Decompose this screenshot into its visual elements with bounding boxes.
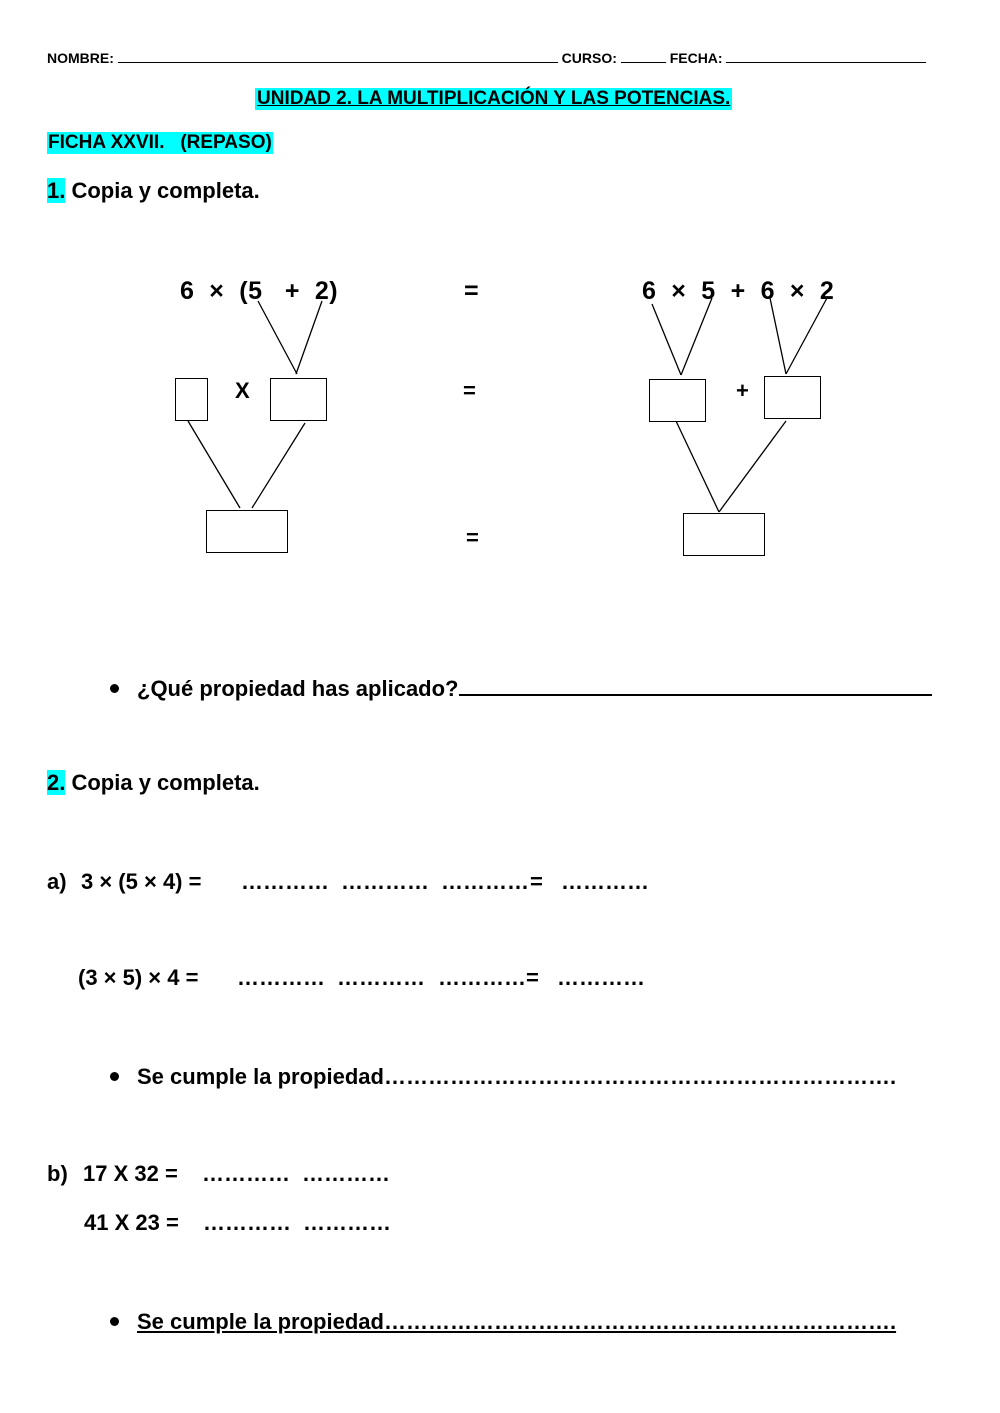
q1-equals-3: = — [466, 525, 479, 550]
q1-answer-box-sum[interactable] — [270, 378, 327, 421]
q2-a-line2-expr: (3 × 5) × 4 = — [78, 965, 199, 990]
q1-answer-box-left-result[interactable] — [206, 510, 288, 553]
q2-a-line1-dots-2[interactable]: ………… — [341, 869, 429, 894]
q1-times-sign: X — [235, 378, 250, 403]
q1-answer-box-right-result[interactable] — [683, 513, 765, 556]
q2-b-bullet-text[interactable]: Se cumple la propiedad……………………………………………………………. — [137, 1309, 897, 1334]
q1-bullet — [110, 672, 932, 702]
fecha-label: FECHA: — [669, 50, 723, 66]
q2-a-line2-dots-2[interactable]: ………… — [337, 965, 425, 990]
q1-answer-box-product-2[interactable] — [764, 376, 821, 419]
q2-a-label: a) — [47, 869, 67, 894]
q2-b-line2-dots-2[interactable]: ………… — [303, 1210, 391, 1235]
q1-plus-sign: + — [736, 378, 749, 403]
nombre-label: NOMBRE: — [47, 50, 114, 66]
q2-b-bullet — [110, 1309, 896, 1335]
unit-title: UNIDAD 2. LA MULTIPLICACIÓN Y LAS POTENCIAS. — [257, 88, 731, 109]
q2-a-line2-dots-result[interactable]: ………… — [557, 965, 645, 990]
q1-equals-1: = — [464, 277, 480, 305]
q1-answer-box-product-1[interactable] — [649, 379, 706, 422]
q2-b-label: b) — [47, 1161, 68, 1186]
q2-a-line1-dots-1[interactable]: ………… — [241, 869, 329, 894]
q2-a-line2-dots-3[interactable]: ………… — [438, 965, 526, 990]
q1-right-expression: 6 × 5 + 6 × 2 — [642, 277, 835, 305]
q2-a-line2-equals: = — [526, 965, 539, 990]
q1-instruction: Copia y completa. — [71, 178, 260, 203]
q2-number: 2. — [47, 770, 66, 795]
q2-a-line1-expr: 3 × (5 × 4) = — [81, 869, 202, 894]
q2-a-line1-dots-3[interactable]: ………… — [441, 869, 529, 894]
q2-b-line2-expr: 41 X 23 = — [84, 1210, 179, 1235]
q2-b-line2-dots-1[interactable]: ………… — [203, 1210, 291, 1235]
bullet-icon — [110, 684, 119, 693]
q2-a-bullet-text[interactable]: Se cumple la propiedad……………………………………………………………. — [137, 1064, 897, 1089]
q1-left-expression: 6 × (5 + 2) — [180, 277, 339, 305]
q2-b-line1-dots-1[interactable]: ………… — [202, 1161, 290, 1186]
q2-a-line1-equals: = — [530, 869, 543, 894]
q2-instruction: Copia y completa. — [71, 770, 260, 795]
q2-a-bullet — [110, 1064, 896, 1090]
bullet-icon — [110, 1072, 119, 1081]
ficha-title: FICHA XXVII. (REPASO) — [48, 132, 272, 153]
q1-number: 1. — [47, 178, 66, 203]
q2-a-line2-dots-1[interactable]: ………… — [237, 965, 325, 990]
q2-b-line1-dots-2[interactable]: ………… — [302, 1161, 390, 1186]
q1-answer-line[interactable] — [459, 672, 932, 696]
q2-heading — [47, 770, 260, 796]
curso-label: CURSO: — [561, 50, 617, 66]
q1-bullet-question: ¿Qué propiedad has aplicado? — [137, 676, 459, 701]
bullet-icon — [110, 1317, 119, 1326]
q2-a-line1-dots-result[interactable]: ………… — [561, 869, 649, 894]
q2-b-line1-expr: 17 X 32 = — [83, 1161, 178, 1186]
q1-equals-2: = — [463, 378, 476, 403]
q1-connector-lines — [0, 0, 1000, 600]
q1-answer-box-factor[interactable] — [175, 378, 208, 421]
